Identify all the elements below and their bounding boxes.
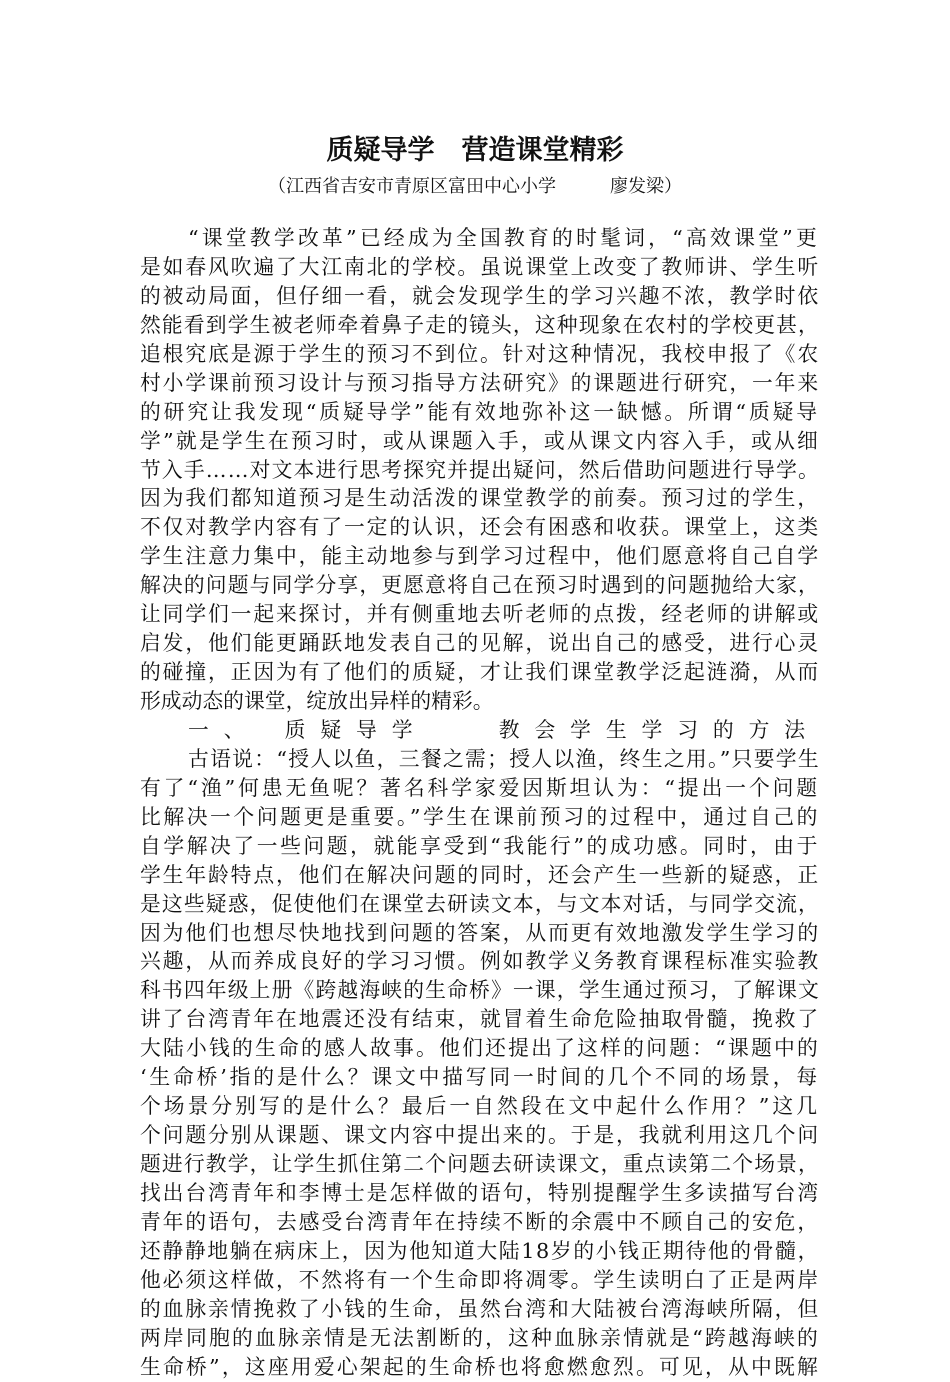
text-line: 生命桥”，这座用爱心架起的生命桥也将愈燃愈烈。可见，从中既解 [140,1354,820,1379]
text-line: 一、 质疑导学 教会学生学习的方法 [188,717,820,742]
text-line: 他必须这样做，不然将有一个生命即将凋零。学生读明白了正是两岸 [140,1267,820,1292]
text-line: 学生注意力集中，能主动地参与到学习过程中，他们愿意将自己自学 [140,544,820,569]
text-line: 启发，他们能更踊跃地发表自己的见解，说出自己的感受，进行心灵 [140,631,820,656]
text-line: 的研究让我发现“质疑导学”能有效地弥补这一缺憾。所谓“质疑导 [140,399,820,424]
text-line: 让同学们一起来探讨，并有侧重地去听老师的点拨，经老师的讲解或 [140,602,820,627]
text-line: 是如春风吹遍了大江南北的学校。虽说课堂上改变了教师讲、学生听 [140,254,820,279]
text-line: 的碰撞，正因为有了他们的质疑，才让我们课堂教学泛起涟漪，从而 [140,660,820,685]
text-line: 自学解决了一些问题，就能享受到“我能行”的成功感。同时，由于 [140,833,820,858]
text-line: 科书四年级上册《跨越海峡的生命桥》一课，学生通过预习，了解课文 [140,978,820,1003]
text-line: “课堂教学改革”已经成为全国教育的时髦词，“高效课堂”更 [188,226,820,250]
text-line: 比解决一个问题更是重要。”学生在课前预习的过程中，通过自己的 [140,804,820,829]
text-line: 节入手……对文本进行思考探究并提出疑问，然后借助问题进行导学。 [140,457,820,482]
text-line: 的血脉亲情挽救了小钱的生命，虽然台湾和大陆被台湾海峡所隔，但 [140,1296,820,1321]
text-line: 有了“渔”何患无鱼呢？著名科学家爱因斯坦认为：“提出一个问题 [140,775,820,800]
text-line: 是这些疑惑，促使他们在课堂去研读文本，与文本对话，与同学交流， [140,891,820,916]
text-line: 大陆小钱的生命的感人故事。他们还提出了这样的问题：“课题中的 [140,1036,820,1061]
text-line: 因为我们都知道预习是生动活泼的课堂教学的前奏。预习过的学生， [140,486,820,511]
text-line: 因为他们也想尽快地找到问题的答案，从而更有效地激发学生学习的 [140,920,820,945]
text-line: 解决的问题与同学分享，更愿意将自己在预习时遇到的问题抛给大家， [140,573,820,598]
text-line: ‘生命桥’指的是什么？课文中描写同一时间的几个不同的场景，每 [140,1065,820,1090]
text-line: 个场景分别写的是什么？最后一自然段在文中起什么作用？”这几 [140,1094,820,1119]
text-line: 讲了台湾青年在地震还没有结束，就冒着生命危险抽取骨髓，挽救了 [140,1007,820,1032]
document-body [140,224,820,1382]
author-affiliation: （江西省吉安市青原区富田中心小学 廖发梁） [268,176,682,197]
text-line: 青年的语句，去感受台湾青年在持续不断的余震中不顾自己的安危， [140,1209,820,1234]
text-line: 形成动态的课堂，绽放出异样的精彩。 [140,689,494,713]
text-line: 兴趣，从而养成良好的学习习惯。例如教学义务教育课程标准实验教 [140,949,820,974]
text-line: 学生年龄特点，他们在解决问题的同时，还会产生一些新的疑惑，正 [140,862,820,887]
text-line: 学”就是学生在预习时，或从课题入手，或从课文内容入手，或从细 [140,428,820,453]
text-line: 然能看到学生被老师牵着鼻子走的镜头，这种现象在农村的学校更甚， [140,312,820,337]
text-line: 两岸同胞的血脉亲情是无法割断的，这种血脉亲情就是“跨越海峡的 [140,1325,820,1350]
text-line: 追根究底是源于学生的预习不到位。针对这种情况，我校申报了《农 [140,341,820,366]
text-line: 个问题分别从课题、课文内容中提出来的。于是，我就利用这几个问 [140,1123,820,1148]
text-line: 的被动局面，但仔细一看，就会发现学生的学习兴趣不浓，教学时依 [140,283,820,308]
document-title: 质疑导学 营造课堂精彩 [326,135,624,166]
text-line: 不仅对教学内容有了一定的认识，还会有困惑和收获。课堂上，这类 [140,515,820,540]
text-line: 题进行教学，让学生抓住第二个问题去研读课文，重点读第二个场景， [140,1152,820,1176]
text-line: 村小学课前预习设计与预习指导方法研究》的课题进行研究，一年来 [140,370,820,395]
text-line: 古语说：“授人以鱼，三餐之需；授人以渔，终生之用。”只要学生 [188,746,820,771]
text-line: 找出台湾青年和李博士是怎样做的语句，特别提醒学生多读描写台湾 [140,1180,820,1205]
text-line: 还静静地躺在病床上，因为他知道大陆18岁的小钱正期待他的骨髓， [140,1238,820,1263]
